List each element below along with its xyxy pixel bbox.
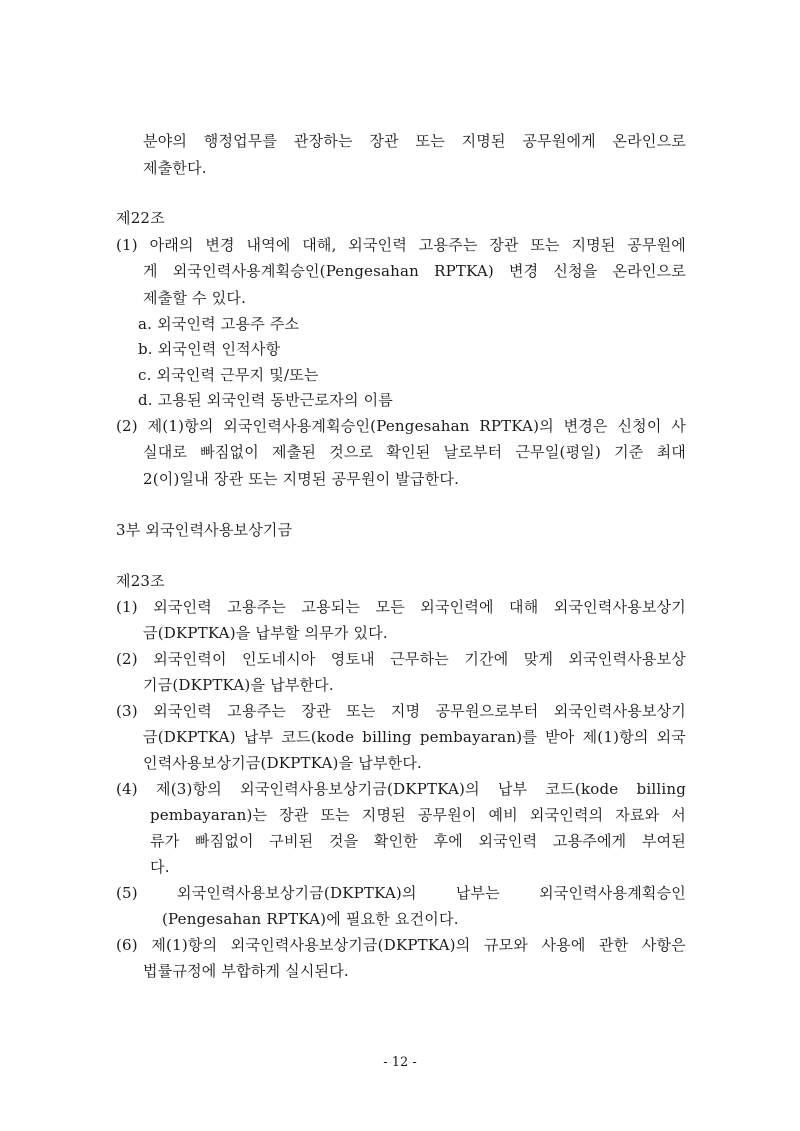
- article-heading: 제22조: [116, 209, 165, 227]
- text-line: 2(이)일내 장관 또는 지명된 공무원이 발급한다.: [143, 470, 460, 488]
- text-line: 류가 빠짐없이 구비된 것을 확인한 후에 외국인력 고용주에게 부여된: [150, 832, 686, 850]
- text-line: 금(DKPTKA)을 납부할 의무가 있다.: [143, 624, 388, 642]
- text-line: 법률규정에 부합하게 실시된다.: [143, 962, 349, 980]
- text-line: 게 외국인력사용계획승인(Pengesahan RPTKA) 변경 신청을 온라인으로: [143, 262, 686, 280]
- section-heading: 3부 외국인력사용보상기금: [116, 521, 293, 539]
- text-line: 제출할 수 있다.: [143, 289, 247, 307]
- text-line: (1) 아래의 변경 내역에 대해, 외국인력 고용주는 장관 또는 지명된 공무원에: [116, 236, 686, 254]
- text-line: 실대로 빠짐없이 제출된 것으로 확인된 날로부터 근무일(평일) 기준 최대: [143, 443, 686, 461]
- list-item: a. 외국인력 고용주 주소: [138, 315, 300, 333]
- article-heading: 제23조: [116, 572, 165, 590]
- text-line: 금(DKPTKA) 납부 코드(kode billing pembayaran)를 받아 제(1)항의 외국: [143, 728, 686, 746]
- text-line: (1) 외국인력 고용주는 고용되는 모든 외국인력에 대해 외국인력사용보상기: [116, 598, 686, 616]
- text-line: (5) 외국인력사용보상기금(DKPTKA)의 납부는 외국인력사용계획승인: [116, 884, 686, 902]
- text-line: 인력사용보상기금(DKPTKA)을 납부한다.: [143, 754, 422, 772]
- text-line: pembayaran)는 장관 또는 지명된 공무원이 예비 외국인력의 자료와 서: [150, 806, 686, 824]
- list-item: d. 고용된 외국인력 동반근로자의 이름: [138, 391, 393, 409]
- text-line: (Pengesahan RPTKA)에 필요한 요건이다.: [162, 910, 459, 928]
- text-line: 분야의 행정업무를 관장하는 장관 또는 지명된 공무원에게 온라인으로: [143, 132, 686, 150]
- text-line: (2) 외국인력이 인도네시아 영토내 근무하는 기간에 맞게 외국인력사용보상: [116, 650, 686, 668]
- text-line: 다.: [150, 858, 170, 876]
- list-item: b. 외국인력 인적사항: [138, 340, 281, 358]
- text-line: (6) 제(1)항의 외국인력사용보상기금(DKPTKA)의 규모와 사용에 관한 사항은: [116, 936, 686, 954]
- text-line: 제출한다.: [143, 159, 207, 177]
- list-item: c. 외국인력 근무지 및/또는: [138, 366, 319, 384]
- page-number: - 12 -: [383, 1055, 417, 1070]
- text-line: (2) 제(1)항의 외국인력사용계획승인(Pengesahan RPTKA)의 변경은 신청이 사: [116, 417, 686, 435]
- text-line: (3) 외국인력 고용주는 장관 또는 지명 공무원으로부터 외국인력사용보상기: [116, 702, 686, 720]
- text-line: 기금(DKPTKA)을 납부한다.: [143, 676, 334, 694]
- text-line: (4) 제(3)항의 외국인력사용보상기금(DKPTKA)의 납부 코드(kode billing: [116, 780, 686, 798]
